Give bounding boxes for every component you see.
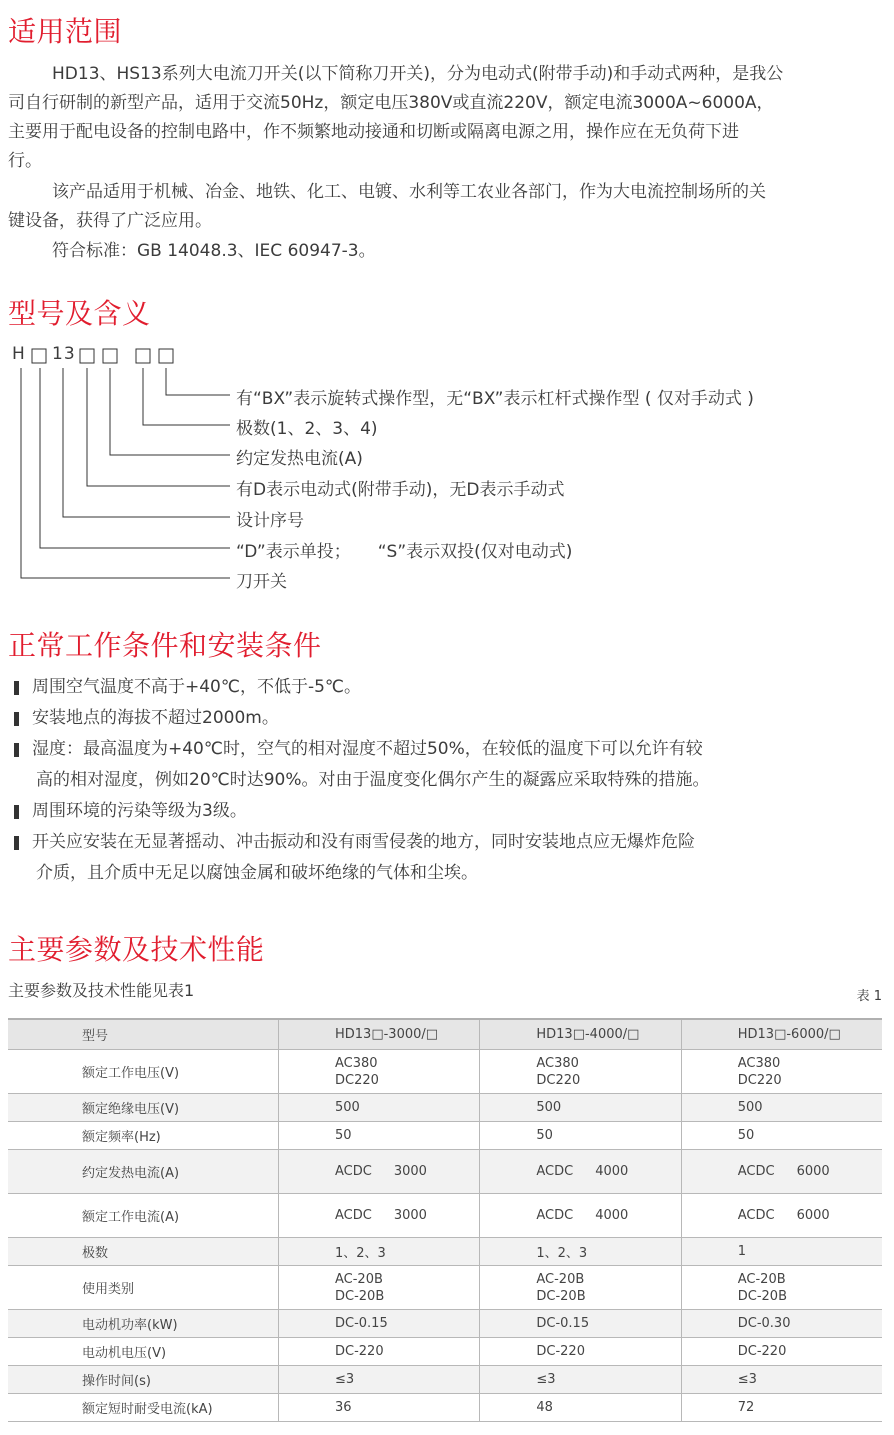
table-cell: DC-0.15 bbox=[279, 1310, 480, 1338]
scope-p1-line: HD13、HS13系列大电流刀开关(以下简称刀开关)，分为电动式(附带手动)和手动式两种，是我公 bbox=[52, 64, 784, 84]
table-caption: 主要参数及技术性能见表1 bbox=[8, 981, 195, 1000]
list-item: 周围空气温度不高于+40℃，不低于-5℃。 bbox=[8, 672, 888, 703]
cell-ac: AC bbox=[737, 1164, 756, 1179]
table-cell: 50 bbox=[681, 1122, 882, 1150]
table-cell: DC-0.15 bbox=[480, 1310, 681, 1338]
row-label: 使用类别 bbox=[8, 1266, 279, 1310]
table-cell: DC-220 bbox=[480, 1338, 681, 1366]
table-cell: ≤3 bbox=[279, 1366, 480, 1394]
cell-line: DC-20B bbox=[335, 1288, 385, 1304]
table-header-row bbox=[8, 1019, 882, 1050]
cell-line: AC380 bbox=[737, 1055, 781, 1071]
row-label: 额定工作电流(A) bbox=[8, 1194, 279, 1238]
cell-line: DC-20B bbox=[737, 1288, 787, 1304]
table-cell: 1、2、3 bbox=[279, 1238, 480, 1266]
cell-dc: DC bbox=[554, 1208, 574, 1223]
row-label: 电动机功率(kW) bbox=[8, 1310, 279, 1338]
row-label: 电动机电压(V) bbox=[8, 1338, 279, 1366]
cell-ac: AC bbox=[737, 1208, 756, 1223]
row-label: 额定工作电压(V) bbox=[8, 1050, 279, 1094]
table-cell: ≤3 bbox=[480, 1366, 681, 1394]
cell-value: 3000 bbox=[393, 1164, 427, 1179]
scope-p1-line: 主要用于配电设备的控制电路中，作不频繁地动接通和切断或隔离电源之用，操作应在无负荷下进 bbox=[8, 122, 739, 142]
table-row bbox=[8, 1094, 882, 1122]
table-row bbox=[8, 1366, 882, 1394]
table-row bbox=[8, 1310, 882, 1338]
spec-table bbox=[8, 1018, 882, 1422]
cell-value: 3000 bbox=[393, 1208, 427, 1223]
row-label: 额定频率(Hz) bbox=[8, 1122, 279, 1150]
list-item: 开关应安装在无显著摇动、冲击振动和没有雨雪侵袭的地方，同时安装地点应无爆炸危险 介质，且介质中无足以腐蚀金属和破坏绝缘的气体和尘埃。 bbox=[8, 827, 888, 889]
cell-line: AC380 bbox=[536, 1055, 579, 1071]
table-cell: 72 bbox=[681, 1394, 882, 1422]
table-cell: 1 bbox=[681, 1238, 882, 1266]
cell-dc: DC bbox=[352, 1208, 372, 1223]
cell-ac: AC bbox=[335, 1208, 353, 1223]
header-4000: HD13□-4000/□ bbox=[480, 1019, 681, 1050]
row-label: 极数 bbox=[8, 1238, 279, 1266]
table-cell: 50 bbox=[279, 1122, 480, 1150]
cell-value: 6000 bbox=[796, 1164, 830, 1179]
cell-dc: DC bbox=[554, 1164, 574, 1179]
table-row bbox=[8, 1394, 882, 1422]
model-item-throw: “D”表示单投； “S”表示双投(仅对电动式) bbox=[236, 542, 573, 562]
scope-p2-line: 键设备，获得了广泛应用。 bbox=[8, 211, 212, 231]
cell-acdc bbox=[536, 1163, 628, 1180]
table-cell: DC-220 bbox=[279, 1338, 480, 1366]
header-model: 型号 bbox=[8, 1019, 279, 1050]
table-cell bbox=[279, 1194, 480, 1238]
row-label: 额定短时耐受电流(kA) bbox=[8, 1394, 279, 1422]
table-cell: 500 bbox=[480, 1094, 681, 1122]
cell-line: DC220 bbox=[737, 1072, 782, 1088]
section-title-scope: 适用范围 bbox=[8, 15, 123, 48]
cell-acdc bbox=[536, 1207, 628, 1224]
cell-ac: AC bbox=[536, 1208, 555, 1223]
table-cell bbox=[279, 1150, 480, 1194]
cell-acdc bbox=[738, 1207, 830, 1224]
row-label: 约定发热电流(A) bbox=[8, 1150, 279, 1194]
cell-dc: DC bbox=[755, 1164, 775, 1179]
cell-acdc bbox=[335, 1163, 427, 1180]
table-row bbox=[8, 1238, 882, 1266]
table-cell bbox=[480, 1050, 681, 1094]
header-3000: HD13□-3000/□ bbox=[279, 1019, 480, 1050]
list-item: 湿度：最高温度为+40℃时，空气的相对湿度不超过50%，在较低的温度下可以允许有较 高的相对湿度，例如20℃时达90%。对由于温度变化偶尔产生的凝露应采取特殊的措施。 bbox=[8, 734, 888, 796]
table-row bbox=[8, 1122, 882, 1150]
table-row bbox=[8, 1050, 882, 1094]
table-cell bbox=[681, 1050, 882, 1094]
table-cell bbox=[480, 1150, 681, 1194]
scope-standards: 符合标准：GB 14048.3、IEC 60947-3。 bbox=[52, 241, 376, 261]
table-cell: 500 bbox=[279, 1094, 480, 1122]
cell-line: AC-20B bbox=[335, 1271, 383, 1287]
cell-acdc bbox=[335, 1207, 427, 1224]
scope-p1-line: 行。 bbox=[8, 151, 42, 171]
table-row bbox=[8, 1194, 882, 1238]
list-item: 安装地点的海拔不超过2000m。 bbox=[8, 703, 888, 734]
table-cell bbox=[480, 1194, 681, 1238]
cell-line: AC-20B bbox=[737, 1271, 786, 1287]
cell-value: 4000 bbox=[595, 1164, 629, 1179]
table-cell: ≤3 bbox=[681, 1366, 882, 1394]
cell-line: DC220 bbox=[335, 1072, 379, 1088]
cell-value: 6000 bbox=[796, 1208, 830, 1223]
scope-p2-line: 该产品适用于机械、冶金、地铁、化工、电镀、水利等工农业各部门，作为大电流控制场所的关 bbox=[52, 182, 766, 202]
cell-line: AC380 bbox=[335, 1055, 378, 1071]
table-cell bbox=[279, 1050, 480, 1094]
model-item-electric: 有D表示电动式(附带手动)，无D表示手动式 bbox=[236, 480, 565, 500]
model-item-design: 设计序号 bbox=[236, 511, 304, 531]
model-diagram bbox=[0, 340, 894, 600]
model-code: H 13 bbox=[12, 344, 76, 364]
cell-value: 4000 bbox=[595, 1208, 629, 1223]
scope-paragraph-1 bbox=[8, 60, 888, 176]
table-cell bbox=[480, 1266, 681, 1310]
scope-paragraph-2 bbox=[8, 178, 888, 236]
section-title-model: 型号及含义 bbox=[8, 297, 151, 330]
table-cell bbox=[681, 1266, 882, 1310]
table-cell bbox=[279, 1266, 480, 1310]
model-item-bx: 有“BX”表示旋转式操作型，无“BX”表示杠杆式操作型 ( 仅对手动式 ) bbox=[236, 389, 754, 409]
cell-line: DC220 bbox=[536, 1072, 581, 1088]
model-item-switch: 刀开关 bbox=[236, 572, 287, 592]
section-title-params: 主要参数及技术性能 bbox=[8, 933, 265, 966]
model-item-current: 约定发热电流(A) bbox=[236, 449, 363, 469]
cell-acdc bbox=[738, 1163, 830, 1180]
cell-dc: DC bbox=[755, 1208, 775, 1223]
model-item-poles: 极数(1、2、3、4) bbox=[236, 419, 378, 439]
cell-dc: DC bbox=[352, 1164, 372, 1179]
table-cell: 36 bbox=[279, 1394, 480, 1422]
cell-line: DC-20B bbox=[536, 1288, 586, 1304]
section-title-conditions: 正常工作条件和安装条件 bbox=[8, 629, 322, 662]
conditions-list bbox=[8, 672, 888, 889]
table-number: 表 1 bbox=[856, 989, 882, 1004]
table-cell: DC-0.30 bbox=[681, 1310, 882, 1338]
table-cell bbox=[681, 1150, 882, 1194]
cell-ac: AC bbox=[536, 1164, 555, 1179]
list-item: 周围环境的污染等级为3级。 bbox=[8, 796, 888, 827]
header-6000: HD13□-6000/□ bbox=[681, 1019, 882, 1050]
row-label: 操作时间(s) bbox=[8, 1366, 279, 1394]
table-cell bbox=[681, 1194, 882, 1238]
table-cell: 50 bbox=[480, 1122, 681, 1150]
table-row bbox=[8, 1338, 882, 1366]
table-cell: 1、2、3 bbox=[480, 1238, 681, 1266]
table-cell: DC-220 bbox=[681, 1338, 882, 1366]
cell-ac: AC bbox=[335, 1164, 353, 1179]
scope-p1-line: 司自行研制的新型产品，适用于交流50Hz，额定电压380V或直流220V，额定电流3000A~6000A， bbox=[8, 93, 774, 113]
table-row bbox=[8, 1150, 882, 1194]
table-row bbox=[8, 1266, 882, 1310]
cell-line: AC-20B bbox=[536, 1271, 585, 1287]
table-cell: 48 bbox=[480, 1394, 681, 1422]
row-label: 额定绝缘电压(V) bbox=[8, 1094, 279, 1122]
table-cell: 500 bbox=[681, 1094, 882, 1122]
